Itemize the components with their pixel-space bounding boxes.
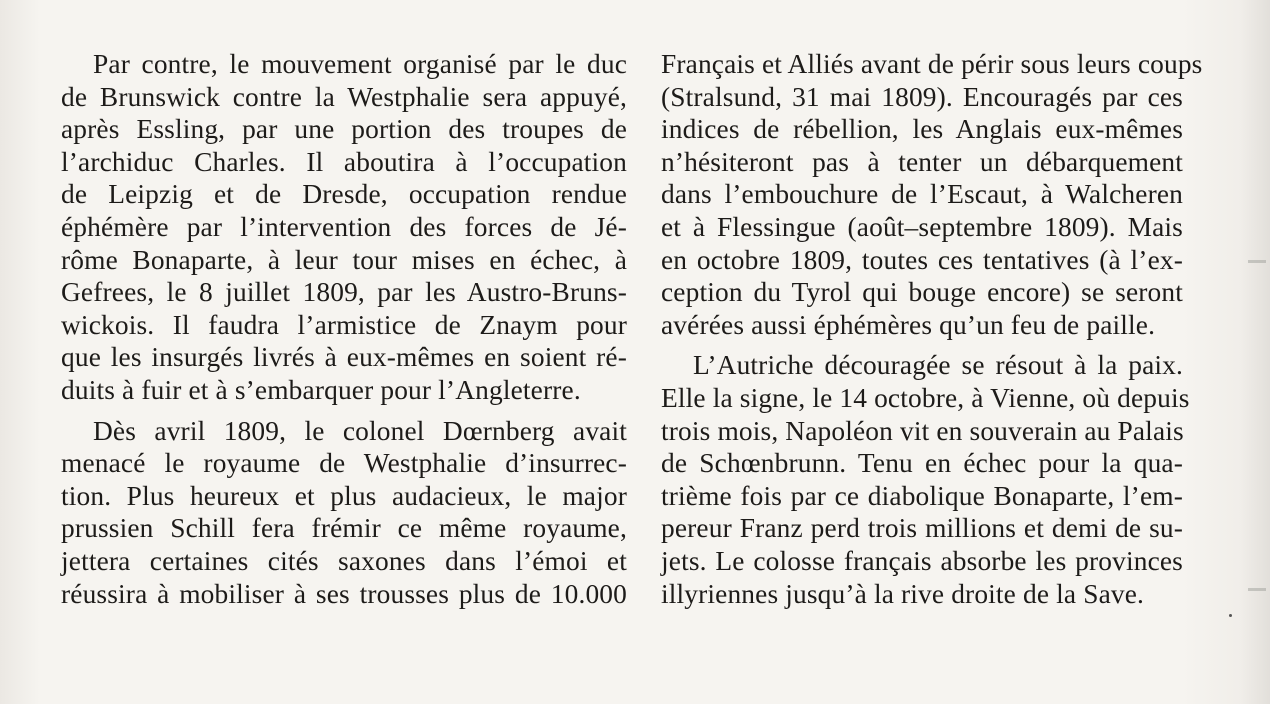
text-line: trois mois, Napoléon vit en souverain au Palais: [661, 415, 1184, 446]
text-line: Elle la signe, le 14 octobre, à Vienne, où depuis: [661, 382, 1190, 413]
text-line: et à Flessingue (août–septembre 1809). Mais: [661, 211, 1183, 242]
text-line: wickois. Il faudra l’armistice de Znaym pour: [61, 309, 627, 340]
text-line: réussira à mobiliser à ses trousses plus de 10.000: [61, 578, 627, 609]
text-line: prussien Schill fera frémir ce même royaume,: [61, 513, 627, 544]
text-line: de Leipzig et de Dresde, occupation rendue: [61, 179, 627, 210]
text-line: duits à fuir et à s’embarquer pour l’Angleterre.: [61, 374, 581, 405]
text-line: dans l’embouchure de l’Escaut, à Walcheren: [661, 179, 1183, 210]
text-line: jets. Le colosse français absorbe les provinces: [661, 545, 1183, 576]
text-line: indices de rébellion, les Anglais eux-mêmes: [661, 114, 1183, 145]
text-line: que les insurgés livrés à eux-mêmes en soient ré-: [61, 342, 627, 373]
paragraph: [661, 48, 1203, 341]
text-line: tion. Plus heureux et plus audacieux, le major: [61, 480, 627, 511]
paragraph: [61, 415, 627, 611]
page-edge-mark: [1248, 588, 1266, 591]
ink-speck: [1229, 614, 1232, 617]
text-line: Par contre, le mouvement organisé par le duc: [93, 49, 627, 79]
text-line: Français et Alliés avant de périr sous leurs coups: [661, 49, 1203, 79]
text-line: avérées aussi éphémères qu’un feu de paille.: [661, 309, 1156, 340]
text-line: (Stralsund, 31 mai 1809). Encouragés par ces: [661, 81, 1183, 112]
right-column: [661, 48, 1203, 610]
page-edge-mark: [1248, 260, 1266, 263]
text-line: trième fois par ce diabolique Bonaparte, l’em-: [661, 480, 1183, 511]
text-line: pereur Franz perd trois millions et demi de su-: [661, 513, 1183, 544]
text-line: menacé le royaume de Westphalie d’insurrec-: [61, 448, 627, 479]
text-line: en octobre 1809, toutes ces tentatives (à l’ex-: [661, 244, 1183, 275]
paragraph: [661, 349, 1190, 610]
text-line: de Brunswick contre la Westphalie sera appuyé,: [61, 81, 627, 112]
text-line: l’archiduc Charles. Il aboutira à l’occupation: [61, 146, 627, 177]
text-line: Dès avril 1809, le colonel Dœrnberg avait: [93, 415, 627, 446]
paragraph: [61, 48, 627, 407]
left-column: [61, 48, 627, 610]
text-line: ception du Tyrol qui bouge encore) se seront: [661, 277, 1183, 308]
text-line: L’Autriche découragée se résout à la paix.: [693, 350, 1183, 381]
text-line: après Essling, par une portion des troupes de: [61, 114, 627, 145]
text-line: de Schœnbrunn. Tenu en échec pour la qua-: [661, 448, 1183, 479]
text-line: rôme Bonaparte, à leur tour mises en échec, à: [61, 244, 627, 275]
page-edge-shadow: [1240, 0, 1270, 704]
text-line: éphémère par l’intervention des forces de Jé-: [61, 211, 627, 242]
text-line: jettera certaines cités saxones dans l’émoi et: [61, 545, 627, 576]
text-line: illyriennes jusqu’à la rive droite de la Save.: [661, 578, 1145, 609]
text-line: Gefrees, le 8 juillet 1809, par les Austro-Bruns-: [61, 277, 627, 308]
text-line: n’hésiteront pas à tenter un débarquement: [661, 146, 1183, 177]
